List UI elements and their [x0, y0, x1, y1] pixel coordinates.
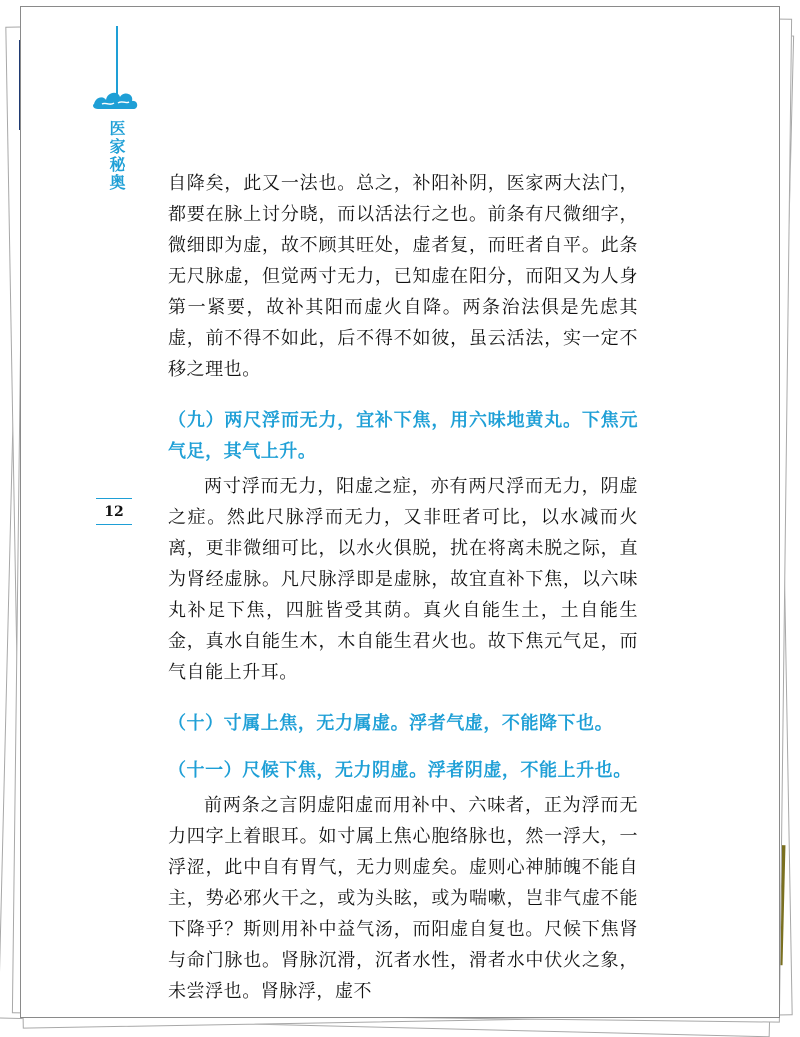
paragraph: 自降矣，此又一法也。总之，补阳补阴，医家两大法门，都要在脉上讨分晓，而以活法行之也。前条有尺微细字，微细即为虚，故不顾其旺处，虚者复，而旺者自平。此条无尺脉虚，但觉两寸无力，已知虚在阳分，而阳又为人身第一紧要，故补其阳而虚火自降。两条治法俱是先虑其虚，前不得不如此，后不得不如彼，虽云活法，实一定不移之理也。	[168, 173, 638, 380]
page-number-rule-top	[96, 498, 132, 499]
page-body	[168, 168, 638, 1007]
page-number-rule-bottom	[96, 524, 132, 525]
page-number: 12	[104, 504, 124, 520]
book-title: 医家秘奥	[107, 120, 126, 192]
section-heading-11: （十一）尺候下焦，无力阴虚。浮者阴虚，不能上升也。	[168, 760, 632, 781]
paragraph: 两寸浮而无力，阳虚之症，亦有两尺浮而无力，阴虚之症。然此尺脉浮而无力，又非旺者可比，以水减而火离，更非微细可比，以水火俱脱，扰在将离未脱之际，直为肾经虚脉。凡尺脉浮即是虚脉，故宜直补下焦，以六味丸补足下焦，四脏皆受其荫。真火自能生土，土自能生金，真水自能生木，木自能生君火也。故下焦元气足，而气自能上升耳。	[168, 476, 638, 683]
section-heading-9: （九）两尺浮而无力，宜补下焦，用六味地黄丸。下焦元气足，其气上升。	[168, 410, 638, 462]
paragraph: 前两条之言阴虚阳虚而用补中、六味者，正为浮而无力四字上着眼耳。如寸属上焦心胞络脉也，然一浮大，一浮涩，此中自有胃气，无力则虚矣。虚则心神肺魄不能自主，势必邪火干之，或为头眩，或为喘嗽，岂非气虚不能下降乎？斯则用补中益气汤，而阳虚自复也。尺候下焦肾与命门脉也。肾脉沉滑，沉者水性，滑者水中伏火之象，未尝浮也。肾脉浮，虚不	[168, 795, 638, 1002]
cloud-ornament-icon	[92, 84, 140, 112]
section-heading-10: （十）寸属上焦，无力属虚。浮者气虚，不能降下也。	[168, 713, 614, 734]
